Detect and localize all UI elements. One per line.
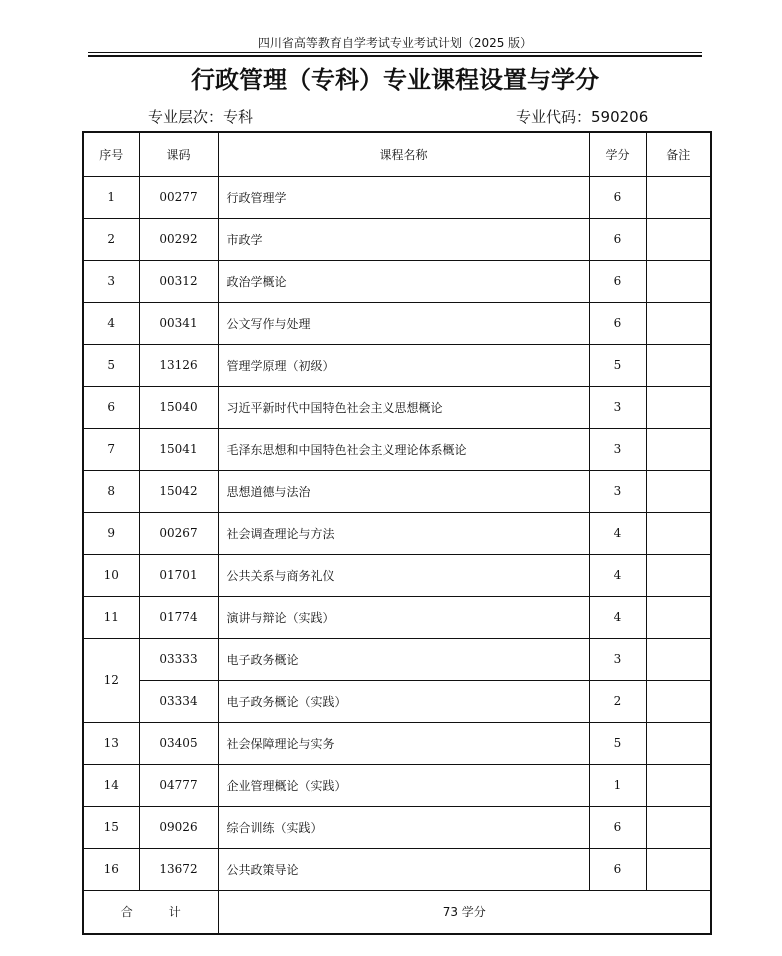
row-seq: 14 bbox=[83, 764, 139, 806]
table-row bbox=[83, 386, 711, 428]
table-header-row bbox=[83, 132, 711, 176]
row-note bbox=[646, 722, 711, 764]
row-note bbox=[646, 680, 711, 722]
row-credit: 6 bbox=[589, 218, 646, 260]
row-code: 15042 bbox=[139, 470, 218, 512]
row-seq: 9 bbox=[83, 512, 139, 554]
header-seq: 序号 bbox=[83, 132, 139, 176]
table-row bbox=[83, 764, 711, 806]
row-seq: 15 bbox=[83, 806, 139, 848]
table-row bbox=[83, 596, 711, 638]
row-note bbox=[646, 386, 711, 428]
row-note bbox=[646, 638, 711, 680]
row-code: 15040 bbox=[139, 386, 218, 428]
row-course-name: 企业管理概论（实践） bbox=[218, 764, 589, 806]
table-row bbox=[83, 680, 711, 722]
row-credit: 3 bbox=[589, 386, 646, 428]
row-seq: 6 bbox=[83, 386, 139, 428]
total-value: 73 学分 bbox=[218, 890, 711, 934]
major-level: 专业层次：专科 bbox=[148, 108, 254, 126]
row-code: 00277 bbox=[139, 176, 218, 218]
row-credit: 4 bbox=[589, 512, 646, 554]
row-note bbox=[646, 512, 711, 554]
table-row bbox=[83, 302, 711, 344]
header-credit: 学分 bbox=[589, 132, 646, 176]
row-course-name: 公文写作与处理 bbox=[218, 302, 589, 344]
row-course-name: 习近平新时代中国特色社会主义思想概论 bbox=[218, 386, 589, 428]
row-seq: 11 bbox=[83, 596, 139, 638]
row-code: 04777 bbox=[139, 764, 218, 806]
row-code: 00267 bbox=[139, 512, 218, 554]
row-note bbox=[646, 764, 711, 806]
total-row bbox=[83, 890, 711, 934]
table-row bbox=[83, 638, 711, 680]
row-note bbox=[646, 218, 711, 260]
row-code: 00312 bbox=[139, 260, 218, 302]
row-credit: 6 bbox=[589, 260, 646, 302]
table-row bbox=[83, 554, 711, 596]
row-note bbox=[646, 302, 711, 344]
row-course-name: 社会调查理论与方法 bbox=[218, 512, 589, 554]
row-course-name: 行政管理学 bbox=[218, 176, 589, 218]
row-course-name: 公共关系与商务礼仪 bbox=[218, 554, 589, 596]
row-credit: 1 bbox=[589, 764, 646, 806]
row-note bbox=[646, 176, 711, 218]
row-note bbox=[646, 554, 711, 596]
row-credit: 4 bbox=[589, 596, 646, 638]
row-note bbox=[646, 596, 711, 638]
row-credit: 2 bbox=[589, 680, 646, 722]
row-credit: 5 bbox=[589, 344, 646, 386]
header-note: 备注 bbox=[646, 132, 711, 176]
row-seq: 8 bbox=[83, 470, 139, 512]
row-code: 00341 bbox=[139, 302, 218, 344]
row-seq: 3 bbox=[83, 260, 139, 302]
header-code: 课码 bbox=[139, 132, 218, 176]
row-credit: 3 bbox=[589, 470, 646, 512]
row-credit: 6 bbox=[589, 806, 646, 848]
row-code: 09026 bbox=[139, 806, 218, 848]
row-code: 03333 bbox=[139, 638, 218, 680]
row-seq: 10 bbox=[83, 554, 139, 596]
table-row bbox=[83, 218, 711, 260]
row-note bbox=[646, 428, 711, 470]
row-credit: 6 bbox=[589, 302, 646, 344]
table-row bbox=[83, 512, 711, 554]
row-code: 01774 bbox=[139, 596, 218, 638]
row-seq: 16 bbox=[83, 848, 139, 890]
row-course-name: 电子政务概论 bbox=[218, 638, 589, 680]
row-course-name: 毛泽东思想和中国特色社会主义理论体系概论 bbox=[218, 428, 589, 470]
row-course-name: 思想道德与法治 bbox=[218, 470, 589, 512]
row-course-name: 市政学 bbox=[218, 218, 589, 260]
row-seq: 2 bbox=[83, 218, 139, 260]
row-course-name: 演讲与辩论（实践） bbox=[218, 596, 589, 638]
row-code: 13672 bbox=[139, 848, 218, 890]
table-row bbox=[83, 722, 711, 764]
row-code: 00292 bbox=[139, 218, 218, 260]
row-note bbox=[646, 848, 711, 890]
row-course-name: 管理学原理（初级） bbox=[218, 344, 589, 386]
row-note bbox=[646, 470, 711, 512]
header-rule-thick bbox=[88, 55, 702, 57]
major-code: 专业代码：590206 bbox=[516, 108, 649, 126]
header-name: 课程名称 bbox=[218, 132, 589, 176]
table-row bbox=[83, 176, 711, 218]
row-note bbox=[646, 344, 711, 386]
row-credit: 6 bbox=[589, 848, 646, 890]
running-header: 四川省高等教育自学考试专业考试计划（2025 版） bbox=[257, 36, 533, 50]
row-code: 03334 bbox=[139, 680, 218, 722]
row-code: 13126 bbox=[139, 344, 218, 386]
row-note bbox=[646, 260, 711, 302]
row-code: 01701 bbox=[139, 554, 218, 596]
row-credit: 6 bbox=[589, 176, 646, 218]
total-label-he: 合 bbox=[120, 905, 133, 920]
row-credit: 4 bbox=[589, 554, 646, 596]
row-note bbox=[646, 806, 711, 848]
page-title: 行政管理（专科）专业课程设置与学分 bbox=[191, 66, 599, 94]
row-seq: 1 bbox=[83, 176, 139, 218]
table-row bbox=[83, 848, 711, 890]
table-row bbox=[83, 806, 711, 848]
row-seq: 4 bbox=[83, 302, 139, 344]
row-course-name: 政治学概论 bbox=[218, 260, 589, 302]
row-course-name: 综合训练（实践） bbox=[218, 806, 589, 848]
table-row bbox=[83, 344, 711, 386]
course-table bbox=[82, 131, 712, 935]
row-seq: 12 bbox=[83, 638, 139, 722]
row-credit: 3 bbox=[589, 638, 646, 680]
row-code: 15041 bbox=[139, 428, 218, 470]
total-label-ji: 计 bbox=[168, 905, 181, 920]
row-code: 03405 bbox=[139, 722, 218, 764]
row-seq: 5 bbox=[83, 344, 139, 386]
row-seq: 13 bbox=[83, 722, 139, 764]
row-course-name: 电子政务概论（实践） bbox=[218, 680, 589, 722]
total-label bbox=[83, 890, 218, 934]
row-credit: 5 bbox=[589, 722, 646, 764]
row-course-name: 公共政策导论 bbox=[218, 848, 589, 890]
row-credit: 3 bbox=[589, 428, 646, 470]
row-course-name: 社会保障理论与实务 bbox=[218, 722, 589, 764]
table-row bbox=[83, 470, 711, 512]
header-rule bbox=[88, 52, 702, 53]
table-row bbox=[83, 428, 711, 470]
row-seq: 7 bbox=[83, 428, 139, 470]
table-row bbox=[83, 260, 711, 302]
